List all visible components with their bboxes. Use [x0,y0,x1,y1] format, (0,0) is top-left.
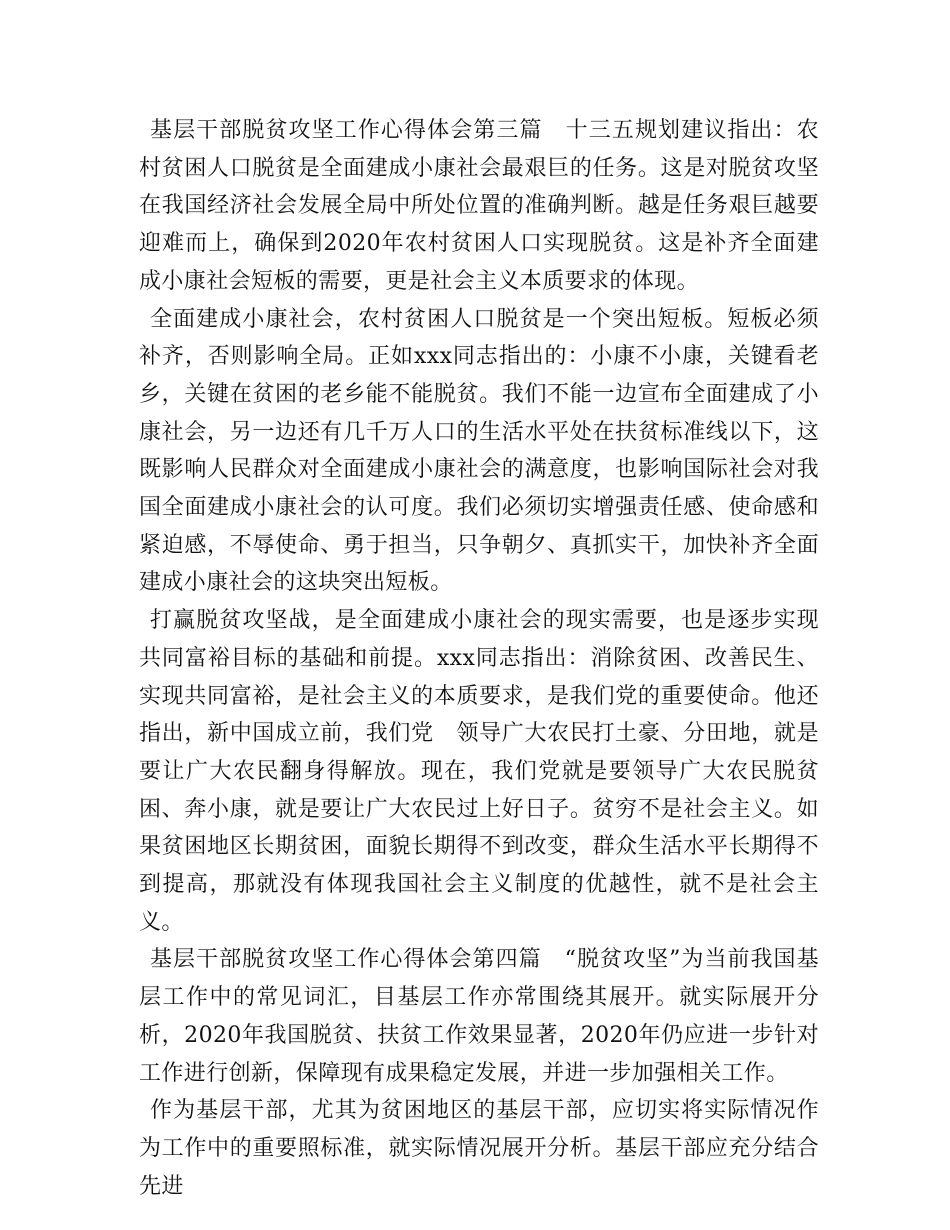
paragraph-5: 作为基层干部，尤其为贫困地区的基层干部，应切实将实际情况作为工作中的重要照标准，就实际情况展开分析。基层干部应充分结合先进 [139,1098,819,1199]
paragraph-3: 打赢脱贫攻坚战，是全面建成小康社会的现实需要，也是逐步实现共同富裕目标的基础和前提。xxx同志指出：消除贫困、改善民生、实现共同富裕，是社会主义的本质要求，是我们党的重要使命。他还指出，新中国成立前，我们党 领导广大农民打土豪、分田地，就是要让广大农民翻身得解放。现在，我们党就是要领导广大农民脱贫困、奔小康，就是要让广大农民过上好日子。贫穷不是社会主义。如果贫困地区长期贫困，面貌长期得不到改变，群众生活水平长期得不到提高，那就没有体现我国社会主义制度的优越性，就不是社会主义。 [139,608,819,935]
paragraph-4: 基层干部脱贫攻坚工作心得体会第四篇 “脱贫攻坚”为当前我国基层工作中的常见词汇，目基层工作亦常围绕其展开。就实际展开分析，2020年我国脱贫、扶贫工作效果显著，2020年仍应进一步针对工作进行创新，保障现有成果稳定发展，并进一步加强相关工作。 [139,947,819,1086]
paragraph-2: 全面建成小康社会，农村贫困人口脱贫是一个突出短板。短板必须补齐，否则影响全局。正如xxx同志指出的：小康不小康，关键看老乡，关键在贫困的老乡能不能脱贫。我们不能一边宣布全面建成了小康社会，另一边还有几千万人口的生活水平处在扶贫标准线以下，这既影响人民群众对全面建成小康社会的满意度，也影响国际社会对我国全面建成小康社会的认可度。我们必须切实增强责任感、使命感和紧迫感，不辱使命、勇于担当，只争朝夕、真抓实干，加快补齐全面建成小康社会的这块突出短板。 [139,306,819,596]
document-body [139,112,819,1205]
paragraph-1: 基层干部脱贫攻坚工作心得体会第三篇 十三五规划建议指出：农村贫困人口脱贫是全面建成小康社会最艰巨的任务。这是对脱贫攻坚在我国经济社会发展全局中所处位置的准确判断。越是任务艰巨越要迎难而上，确保到2020年农村贫困人口实现脱贫。这是补齐全面建成小康社会短板的需要，更是社会主义本质要求的体现。 [139,118,819,294]
